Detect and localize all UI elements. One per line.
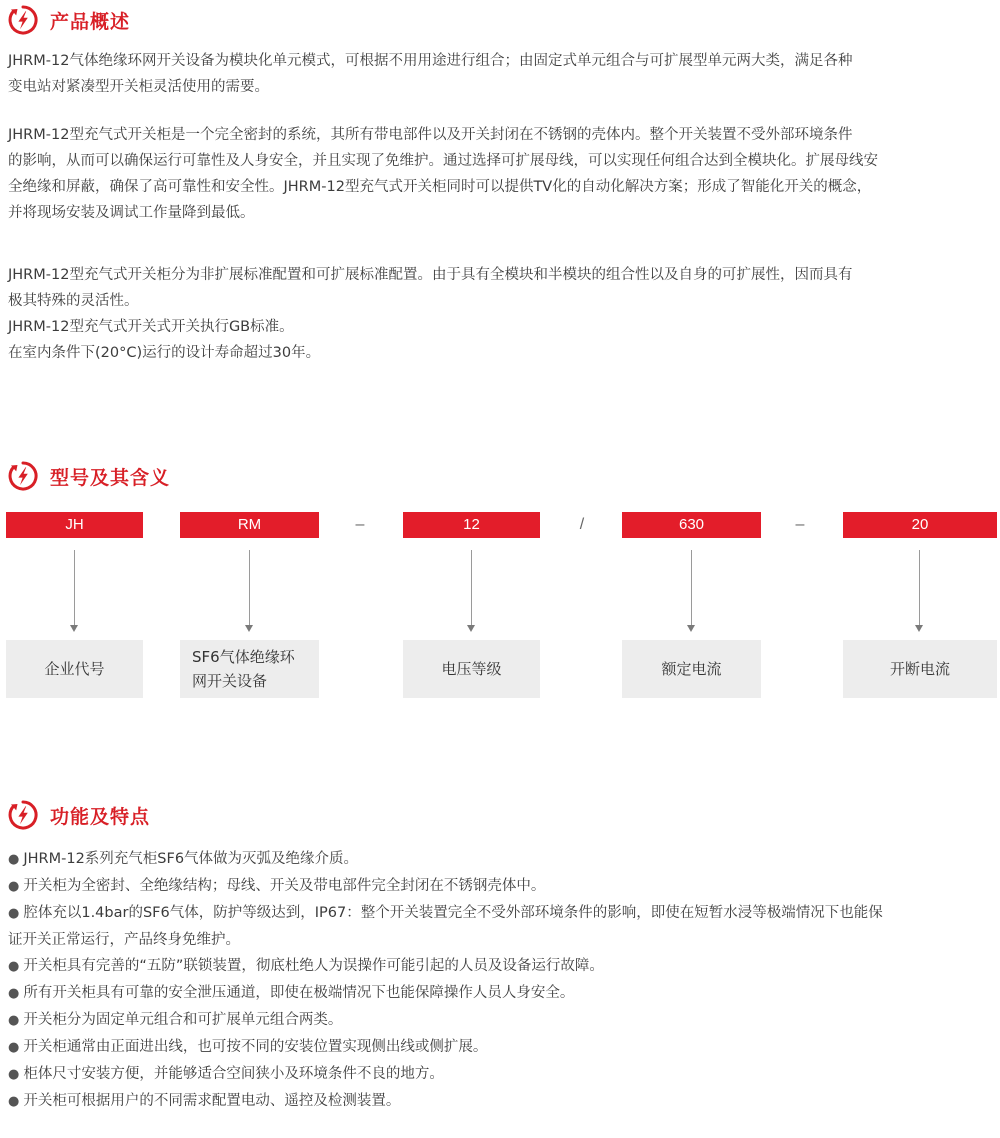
separator-dash: – xyxy=(355,516,365,533)
feature-list xyxy=(8,846,994,1115)
meaning-box-company: 企业代号 xyxy=(6,640,143,698)
list-item: ● 开关柜具有完善的“五防”联锁装置，彻底杜绝人为误操作可能引起的人员及设备运行故障。 xyxy=(8,958,604,974)
code-box-breaking: 20 xyxy=(843,512,997,538)
separator-dash: – xyxy=(795,516,805,533)
overview-paragraph-1: JHRM-12气体绝缘环网开关设备为模块化单元模式，可根据不用用途进行组合；由固定式单元组合与可扩展型单元两大类，满足各种 变电站对紧凑型开关柜灵活使用的需要。 xyxy=(8,53,853,95)
arrow-down-icon xyxy=(70,625,78,632)
overview-title: 产品概述 xyxy=(50,10,131,33)
meaning-box-breaking: 开断电流 xyxy=(843,640,997,698)
bullet-icon: ● xyxy=(8,1040,20,1055)
features-header xyxy=(8,800,150,830)
code-box-current: 630 xyxy=(622,512,761,538)
list-item: ● 开关柜分为固定单元组合和可扩展单元组合两类。 xyxy=(8,1012,343,1028)
lightning-bolt-icon xyxy=(8,800,38,830)
arrow-down-icon xyxy=(467,625,475,632)
bullet-icon: ● xyxy=(8,1067,20,1082)
list-item: ● 腔体充以1.4bar的SF6气体，防护等级达到，IP67：整个开关装置完全不受外部环境条件的影响，即使在短暂水浸等极端情况下也能保 xyxy=(8,905,883,921)
model-header xyxy=(8,461,170,491)
separator-slash: / xyxy=(579,516,585,533)
connector-line xyxy=(74,550,75,626)
connector-line xyxy=(249,550,250,626)
code-box-voltage: 12 xyxy=(403,512,540,538)
bullet-icon: ● xyxy=(8,906,20,921)
overview-paragraph-2: JHRM-12型充气式开关柜是一个完全密封的系统，其所有带电部件以及开关封闭在不锈钢的壳体内。整个开关装置不受外部环境条件 的影响，从而可以确保运行可靠性及人身安全，并且实现了免维护。通过选择可扩展母线，可以实现任何组合达到全模块化。扩展母线安 全绝缘和屏蔽，确保了高可靠性和安全性。JHRM-12型充气式开关柜同时可以提供TV化的自动化解决方案；形成了智能化开关的概念， 并将现场安装及调试工作量降到最低。 xyxy=(8,127,878,221)
bullet-icon: ● xyxy=(8,879,20,894)
list-item: ● 开关柜通常由正面进出线，也可按不同的安装位置实现侧出线或侧扩展。 xyxy=(8,1039,488,1055)
list-item: ● JHRM-12系列充气柜SF6气体做为灭弧及绝缘介质。 xyxy=(8,851,359,867)
arrow-down-icon xyxy=(245,625,253,632)
connector-line xyxy=(919,550,920,626)
list-item-continuation: 证开关正常运行，产品终身免维护。 xyxy=(8,932,240,948)
code-box-jh: JH xyxy=(6,512,143,538)
overview-paragraph-3: JHRM-12型充气式开关柜分为非扩展标准配置和可扩展标准配置。由于具有全模块和半模块的组合性以及自身的可扩展性，因而具有 极其特殊的灵活性。 JHRM-12型充气式开关式开关执行GB标准。 在室内条件下(20°C)运行的设计寿命超过30年。 xyxy=(8,267,853,361)
features-title: 功能及特点 xyxy=(50,805,151,828)
list-item: ● 柜体尺寸安装方便，并能够适合空间狭小及环境条件不良的地方。 xyxy=(8,1066,444,1082)
list-item: ● 开关柜可根据用户的不同需求配置电动、遥控及检测装置。 xyxy=(8,1093,401,1109)
lightning-bolt-icon xyxy=(8,461,38,491)
meaning-box-current: 额定电流 xyxy=(622,640,761,698)
list-item: ● 开关柜为全密封、全绝缘结构；母线、开关及带电部件完全封闭在不锈钢壳体中。 xyxy=(8,878,546,894)
connector-line xyxy=(471,550,472,626)
bullet-icon: ● xyxy=(8,852,20,867)
bullet-icon: ● xyxy=(8,986,20,1001)
meaning-box-equipment: SF6气体绝缘环 网开关设备 xyxy=(180,640,319,698)
meaning-box-voltage: 电压等级 xyxy=(403,640,540,698)
model-title: 型号及其含义 xyxy=(50,466,171,489)
list-item: ● 所有开关柜具有可靠的安全泄压通道，即使在极端情况下也能保障操作人员人身安全。 xyxy=(8,985,575,1001)
bullet-icon: ● xyxy=(8,1013,20,1028)
bullet-icon: ● xyxy=(8,959,20,974)
lightning-bolt-icon xyxy=(8,5,38,35)
overview-header xyxy=(8,5,130,35)
connector-line xyxy=(691,550,692,626)
bullet-icon: ● xyxy=(8,1094,20,1109)
code-box-rm: RM xyxy=(180,512,319,538)
arrow-down-icon xyxy=(915,625,923,632)
arrow-down-icon xyxy=(687,625,695,632)
